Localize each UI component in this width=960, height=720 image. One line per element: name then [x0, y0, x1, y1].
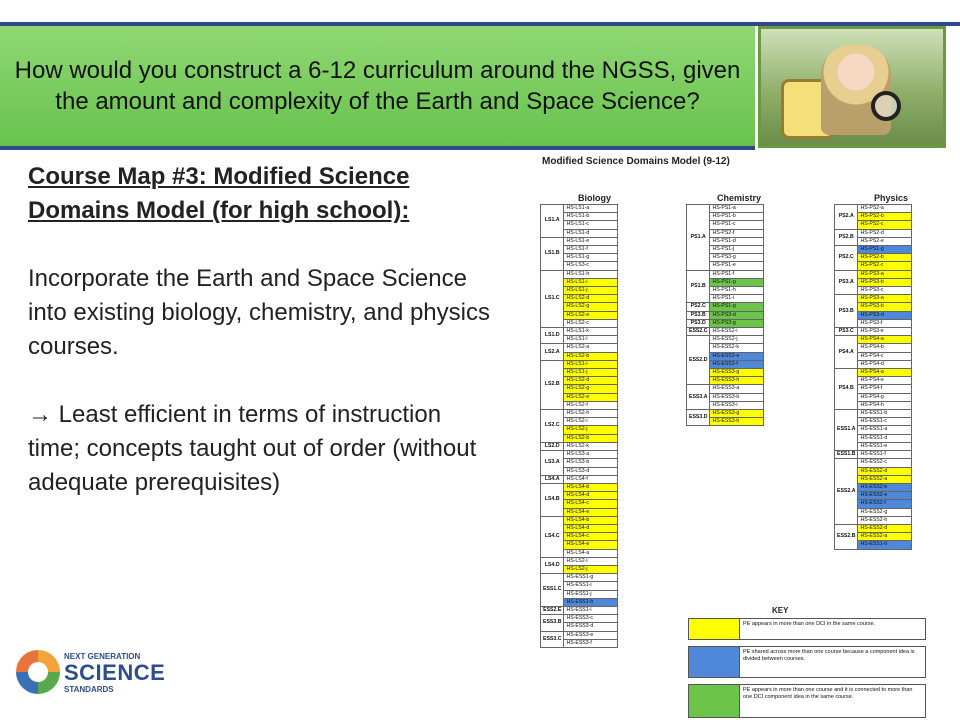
pe-code: HS-ESS2-d [858, 524, 912, 532]
pe-code: HS-PS3-e [858, 328, 912, 336]
child-with-magnifier-photo [758, 26, 946, 148]
ngss-logo-mark-icon [16, 650, 60, 694]
pe-code: HS-PS1-e [710, 262, 764, 270]
pe-code: HS-LS2-a [564, 344, 618, 352]
pe-row [687, 270, 764, 278]
pe-code: HS-PS3-g [710, 319, 764, 327]
dci-group-label: ESS1.A [835, 410, 858, 451]
column-header-chemistry: Chemistry [717, 193, 762, 203]
pe-code: HS-PS4-g [858, 393, 912, 401]
pe-code: HS-PS3-b [858, 278, 912, 286]
dci-group-label: ESS2.E [541, 606, 564, 614]
key-yellow-text: PE appears in more than one DCI in the same course. [740, 618, 926, 640]
dci-group-label: LS4.A [541, 475, 564, 483]
pe-row [541, 451, 618, 459]
top-rule [0, 0, 960, 26]
child-graphic [821, 45, 891, 135]
pe-code: HS-LS4-c [564, 533, 618, 541]
pe-code: HS-PS1-j [710, 246, 764, 254]
ngss-logo [16, 648, 166, 706]
pe-row [541, 442, 618, 450]
key-title: KEY [772, 606, 789, 615]
green-swatch [688, 684, 740, 718]
dci-group-label: LS1.D [541, 328, 564, 344]
pe-code: HS-ESS1-f [858, 451, 912, 459]
pe-row [687, 205, 764, 213]
pe-code: HS-ESS1-h [564, 598, 618, 606]
pe-code: HS-LS1-k [564, 328, 618, 336]
pe-row [835, 459, 912, 467]
pe-code: HS-ESS1-g [564, 574, 618, 582]
dci-group-label: PS3.B [687, 311, 710, 319]
dci-group-label: ESS3.B [541, 615, 564, 631]
course-map-title: Course Map #3: Modified Science Domains Model (for high school): [28, 163, 410, 224]
pe-row [835, 369, 912, 377]
pe-row [835, 410, 912, 418]
dci-group-label: ESS2.A [835, 459, 858, 525]
key-blue-text: PE shared across more than one course because a component idea is divided between courses. [740, 646, 926, 678]
dci-group-label: ESS1.B [835, 451, 858, 459]
pe-row [835, 270, 912, 278]
pe-code: HS-ESS3-c [564, 615, 618, 623]
pe-code: HS-LS1-d [564, 229, 618, 237]
pe-code: HS-PS1-i [710, 295, 764, 303]
pe-code: HS-LS2-j [564, 426, 618, 434]
pe-code: HS-PS3-d [710, 311, 764, 319]
pe-row [687, 303, 764, 311]
pe-code: HS-LS2-g [564, 385, 618, 393]
pe-code: HS-ESS3-d [564, 623, 618, 631]
pe-code: HS-LS4-c [564, 500, 618, 508]
pe-code: HS-ESS3-i [710, 401, 764, 409]
pe-code: HS-ESS2-b [858, 483, 912, 491]
banner-question: How would you construct a 6-12 curriculum around the NGSS, given the amount and complexity of the Earth and Space Science? [14, 57, 741, 115]
pe-code: HS-ESS2-j [710, 336, 764, 344]
pe-code: HS-LS2-b [564, 434, 618, 442]
pe-code: HS-PS4-f [858, 385, 912, 393]
pe-code: HS-PS1-f [710, 270, 764, 278]
dci-group-label: ESS2.C [687, 328, 710, 336]
dci-group-label: LS1.C [541, 270, 564, 327]
pe-code: HS-PS2-b [858, 254, 912, 262]
pe-code: HS-LS1-e [564, 237, 618, 245]
pe-row [835, 295, 912, 303]
pe-code: HS-PS1-g [858, 246, 912, 254]
pe-code: HS-ESS2-h [858, 516, 912, 524]
pe-row [835, 451, 912, 459]
pe-row [541, 483, 618, 491]
pe-code: HS-LS1-c [564, 221, 618, 229]
pe-code: HS-PS4-c [858, 352, 912, 360]
key-row-green [688, 684, 926, 718]
pe-row [687, 410, 764, 418]
pe-code: HS-LS2-c [564, 319, 618, 327]
pe-row [835, 229, 912, 237]
dci-group-label: PS2.B [835, 229, 858, 245]
pe-code: HS-LS4-b [564, 516, 618, 524]
pe-code: HS-ESS3-e [564, 631, 618, 639]
key-row-blue [688, 646, 926, 678]
figure-title: Modified Science Domains Model (9-12) [542, 156, 730, 167]
pe-row [541, 270, 618, 278]
pe-code: HS-LS1-j [564, 369, 618, 377]
dci-group-label: PS3.A [835, 270, 858, 295]
pe-code: HS-PS3-a [858, 295, 912, 303]
pe-row [541, 606, 618, 614]
dci-group-label: ESS3.C [541, 631, 564, 647]
pe-code: HS-LS4-f [564, 475, 618, 483]
dci-group-label: PS4.B [835, 369, 858, 410]
question-banner [0, 26, 755, 150]
pe-code: HS-LS2-e [564, 311, 618, 319]
pe-row [687, 336, 764, 344]
pe-code: HS-LS4-d [564, 524, 618, 532]
pe-code: HS-ESS2-e [858, 492, 912, 500]
pe-code: HS-LS2-g [564, 303, 618, 311]
pe-code: HS-PS3-a [858, 270, 912, 278]
pe-code: HS-LS4-b [564, 483, 618, 491]
pe-code: HS-ESS1-l [564, 606, 618, 614]
dci-group-label: LS2.C [541, 410, 564, 443]
pe-row [541, 205, 618, 213]
pe-code: HS-PS1-b [710, 213, 764, 221]
pe-row [687, 328, 764, 336]
pe-row [541, 631, 618, 639]
dci-group-label: LS2.B [541, 360, 564, 409]
pe-row [687, 385, 764, 393]
pe-code: HS-ESS1-a [858, 426, 912, 434]
pe-code: HS-ESS2-k [710, 344, 764, 352]
dci-group-label: LS4.C [541, 516, 564, 557]
dci-group-label: LS4.D [541, 557, 564, 573]
pe-row [541, 475, 618, 483]
left-text [28, 160, 498, 500]
dci-group-label: PS3.C [835, 328, 858, 336]
magnifying-glass-icon [871, 91, 901, 121]
pe-code: HS-PS1-a [710, 205, 764, 213]
pe-code: HS-LS4-e [564, 508, 618, 516]
pe-code: HS-LS1-f [564, 246, 618, 254]
dci-group-label: LS3.A [541, 451, 564, 476]
efficiency-note: → Least efficient in terms of instruction time; concepts taught out of order (without adequate prerequisites) [28, 401, 477, 496]
pe-code: HS-ESS2-f [858, 500, 912, 508]
pe-code: HS-PS2-c [858, 262, 912, 270]
pe-row [835, 336, 912, 344]
pe-code: HS-ESS2-e [710, 352, 764, 360]
key-row-yellow [688, 618, 926, 640]
pe-code: HS-LS2-e [564, 393, 618, 401]
key-green-text: PE appears in more than one course and it is connected to more than one DCI component idea in the same course. [740, 684, 926, 718]
pe-code: HS-PS3-g [710, 254, 764, 262]
pe-code: HS-ESS3-a [710, 385, 764, 393]
pe-code: HS-PS3-c [858, 287, 912, 295]
pe-code: HS-LS3-c [564, 262, 618, 270]
pe-row [835, 328, 912, 336]
pe-code: HS-PS2-d [858, 229, 912, 237]
physics-table [834, 204, 912, 550]
pe-row [687, 319, 764, 327]
pe-code: HS-ESS1-j [564, 590, 618, 598]
pe-code: HS-LS2-f [564, 401, 618, 409]
pe-row [541, 574, 618, 582]
pe-code: HS-ESS3-g [710, 410, 764, 418]
pe-code: HS-ESS2-a [858, 475, 912, 483]
pe-code: HS-ESS3-g [710, 369, 764, 377]
pe-code: HS-ESS1-b [858, 410, 912, 418]
pe-code: HS-PS2-c [858, 221, 912, 229]
blue-swatch [688, 646, 740, 678]
pe-code: HS-PS4-a [858, 369, 912, 377]
pe-code: HS-LS2-h [564, 410, 618, 418]
pe-code: HS-PS1-c [710, 221, 764, 229]
pe-code: HS-LS2-i [564, 418, 618, 426]
pe-code: HS-LS1-j [564, 287, 618, 295]
pe-code: HS-PS4-e [858, 377, 912, 385]
dci-group-label: LS2.A [541, 344, 564, 360]
dci-group-label: PS4.A [835, 336, 858, 369]
logo-line3: STANDARDS [64, 685, 114, 694]
pe-code: HS-ESS1-c [858, 418, 912, 426]
dci-group-label: ESS1.C [541, 574, 564, 607]
dci-group-label: PS1.A [687, 205, 710, 271]
pe-code: HS-LS2-k [564, 442, 618, 450]
dci-group-label: ESS3.D [687, 410, 710, 426]
biology-table [540, 204, 618, 648]
pe-code: HS-ESS2-g [858, 508, 912, 516]
pe-code: HS-ESS1-h [858, 541, 912, 549]
pe-row [687, 311, 764, 319]
dci-group-label: ESS2.B [835, 524, 858, 549]
pe-code: HS-ESS3-f [564, 639, 618, 647]
pe-code: HS-PS4-a [858, 336, 912, 344]
description-paragraph: Incorporate the Earth and Space Science into existing biology, chemistry, and physics courses. [28, 265, 490, 360]
pe-code: HS-LS2-d [564, 377, 618, 385]
column-header-biology: Biology [578, 193, 611, 203]
dci-group-label: LS1.A [541, 205, 564, 238]
pe-code: HS-LS2-b [564, 352, 618, 360]
pe-code: HS-ESS3-h [710, 377, 764, 385]
dci-group-label: ESS2.D [687, 336, 710, 385]
dci-group-label: LS4.B [541, 483, 564, 516]
pe-row [835, 205, 912, 213]
pe-code: HS-PS4-h [858, 401, 912, 409]
pe-code: HS-PS4-d [858, 360, 912, 368]
pe-code: HS-LS1-h [564, 270, 618, 278]
pe-code: HS-PS1-h [710, 287, 764, 295]
pe-row [835, 524, 912, 532]
pe-row [541, 360, 618, 368]
pe-code: HS-ESS2-f [710, 360, 764, 368]
pe-code: HS-LS3-b [564, 459, 618, 467]
dci-group-label: ESS3.A [687, 385, 710, 410]
pe-row [541, 516, 618, 524]
pe-code: HS-LS2-d [564, 295, 618, 303]
logo-line1: NEXT GENERATION [64, 652, 141, 661]
pe-code: HS-LS1-g [564, 254, 618, 262]
dci-group-label: LS2.D [541, 442, 564, 450]
dci-group-label: PS3.B [835, 295, 858, 328]
pe-code: HS-PS2-b [858, 213, 912, 221]
pe-code: HS-ESS2-d [858, 467, 912, 475]
pe-code: HS-PS1-d [710, 237, 764, 245]
pe-code: HS-ESS1-d [858, 434, 912, 442]
pe-row [541, 328, 618, 336]
pe-code: HS-PS3-d [858, 311, 912, 319]
pe-code: HS-PS2-e [858, 237, 912, 245]
column-header-physics: Physics [874, 193, 909, 203]
pe-code: HS-LS4-a [564, 549, 618, 557]
pe-row [541, 344, 618, 352]
pe-code: HS-LS2-j [564, 565, 618, 573]
pe-code: HS-PS2-a [858, 205, 912, 213]
pe-row [541, 237, 618, 245]
logo-line2: SCIENCE [64, 660, 166, 685]
pe-code: HS-LS1-a [564, 205, 618, 213]
pe-code: HS-ESS2-a [858, 533, 912, 541]
pe-code: HS-PS4-b [858, 344, 912, 352]
dci-group-label: PS1.B [687, 270, 710, 303]
pe-code: HS-PS3-b [858, 303, 912, 311]
pe-code: HS-ESS2-i [710, 328, 764, 336]
pe-row [541, 410, 618, 418]
pe-code: HS-ESS1-i [564, 582, 618, 590]
dci-group-label: PS2.C [835, 246, 858, 271]
pe-code: HS-LS1-l [564, 336, 618, 344]
pe-code: HS-LS1-i [564, 360, 618, 368]
domains-model-figure [532, 154, 956, 720]
pe-row [835, 246, 912, 254]
dci-group-label: LS1.B [541, 237, 564, 270]
dci-group-label: PS2.A [835, 205, 858, 230]
pe-code: HS-PS3-f [858, 319, 912, 327]
pe-code: HS-LS3-a [564, 451, 618, 459]
pe-code: HS-LS3-d [564, 467, 618, 475]
pe-code: HS-ESS1-e [858, 442, 912, 450]
dci-group-label: PS2.C [687, 303, 710, 311]
pe-code: HS-ESS3-h [710, 418, 764, 426]
pe-row [541, 615, 618, 623]
yellow-swatch [688, 618, 740, 640]
pe-code: HS-PS2-f [710, 229, 764, 237]
pe-code: HS-LS2-l [564, 557, 618, 565]
pe-code: HS-LS1-b [564, 213, 618, 221]
dci-group-label: PS3.D [687, 319, 710, 327]
pe-code: HS-PS1-g [710, 303, 764, 311]
pe-code: HS-ESS3-b [710, 393, 764, 401]
pe-row [541, 557, 618, 565]
pe-code: HS-LS4-e [564, 541, 618, 549]
pe-code: HS-PS1-g [710, 278, 764, 286]
pe-code: HS-LS1-i [564, 278, 618, 286]
pe-code: HS-ESS2-c [858, 459, 912, 467]
chemistry-table [686, 204, 764, 426]
pe-code: HS-LS4-d [564, 492, 618, 500]
